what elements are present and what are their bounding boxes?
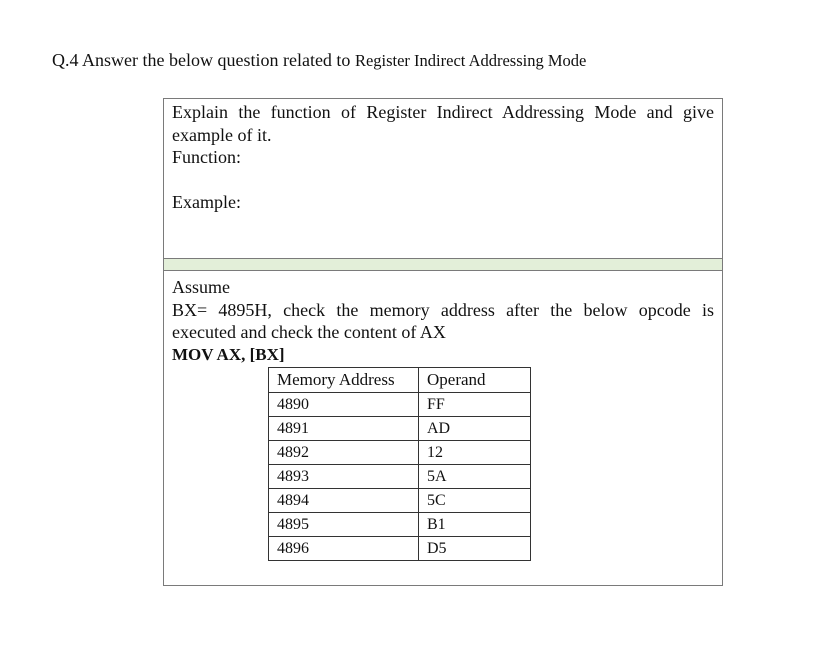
header-memory-address: Memory Address — [269, 368, 419, 393]
assume-section — [164, 271, 722, 366]
question-box — [163, 98, 723, 586]
operand-cell: D5 — [419, 537, 531, 561]
operand-cell: AD — [419, 417, 531, 441]
address-cell: 4892 — [269, 441, 419, 465]
function-answer-space — [172, 169, 714, 191]
operand-cell: FF — [419, 393, 531, 417]
table-row — [269, 465, 531, 489]
operand-cell: 5A — [419, 465, 531, 489]
table-row — [269, 513, 531, 537]
address-cell: 4896 — [269, 537, 419, 561]
operand-cell: 12 — [419, 441, 531, 465]
section-separator — [164, 259, 722, 271]
example-label: Example: — [172, 191, 241, 212]
question-topic: Register Indirect Addressing Mode — [354, 51, 587, 70]
assume-label: Assume — [172, 277, 230, 297]
function-label: Function: — [172, 147, 242, 167]
table-row — [269, 417, 531, 441]
table-row — [269, 441, 531, 465]
operand-cell: B1 — [419, 513, 531, 537]
header-operand: Operand — [419, 368, 531, 393]
table-row — [269, 393, 531, 417]
address-cell: 4893 — [269, 465, 419, 489]
question-heading — [52, 50, 586, 71]
table-row — [269, 537, 531, 561]
memory-table — [268, 367, 531, 561]
address-cell: 4894 — [269, 489, 419, 513]
explain-prompt: Explain the function of Register Indirect Addressing Mode and give example of it. — [172, 102, 714, 145]
assume-instruction: BX= 4895H, check the memory address after the below opcode is executed and check the content of AX — [172, 299, 714, 342]
table-header-row — [269, 368, 531, 393]
operand-cell: 5C — [419, 489, 531, 513]
address-cell: 4891 — [269, 417, 419, 441]
table-row — [269, 489, 531, 513]
address-cell: 4895 — [269, 513, 419, 537]
question-prefix: Q.4 Answer the below question related to — [52, 50, 355, 70]
explain-section — [164, 99, 722, 259]
address-cell: 4890 — [269, 393, 419, 417]
opcode-text: MOV AX, [BX] — [172, 344, 285, 364]
